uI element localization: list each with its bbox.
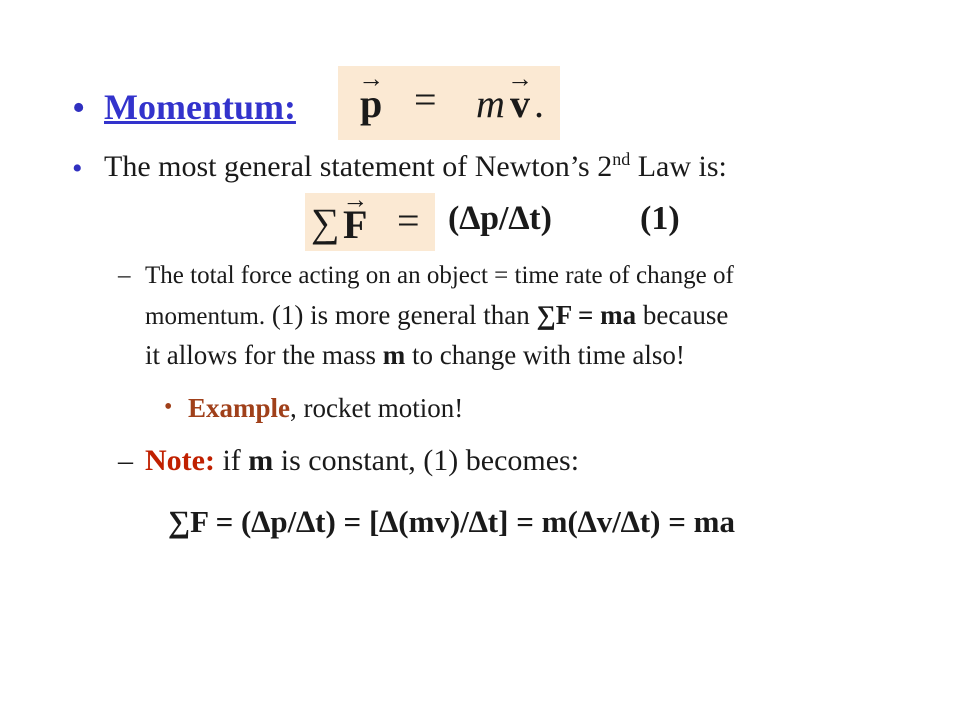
bullet-marker: • (72, 152, 83, 185)
sum-symbol: ∑ (311, 200, 340, 245)
dash-marker: – (118, 262, 131, 289)
bullet-marker: • (72, 87, 86, 129)
period: . (534, 81, 544, 126)
note-line: Note: if m is constant, (1) becomes: (145, 444, 580, 477)
bullet-marker: • (164, 394, 173, 420)
explanation-line-1: The total force acting on an object = time rate of change of (145, 262, 734, 289)
explanation-line-3: it allows for the mass m to change with time also! (145, 340, 685, 370)
equals-sign: = (397, 198, 420, 243)
momentum-equation (338, 66, 560, 140)
dash-marker: – (118, 444, 133, 477)
momentum-symbol: → p (360, 80, 382, 127)
equals-sign: = (414, 77, 437, 122)
equation-number: (1) (640, 200, 680, 237)
mass-symbol: m (476, 81, 505, 126)
explanation-line-2: momentum. (1) is more general than ∑F = ma because (145, 300, 729, 330)
slide-title: Momentum: (104, 87, 296, 127)
final-equation: ∑F = (∆p/∆t) = [∆(mv)/∆t] = m(∆v/∆t) = ma (168, 504, 735, 539)
example-line: Example, rocket motion! (188, 393, 464, 423)
velocity-symbol: → v (510, 80, 530, 127)
main-equation: (∆p/∆t) (448, 200, 552, 237)
newton-statement: The most general statement of Newton’s 2nd Law is: (104, 149, 727, 183)
force-symbol: → F (343, 201, 367, 248)
force-equation (305, 193, 435, 251)
